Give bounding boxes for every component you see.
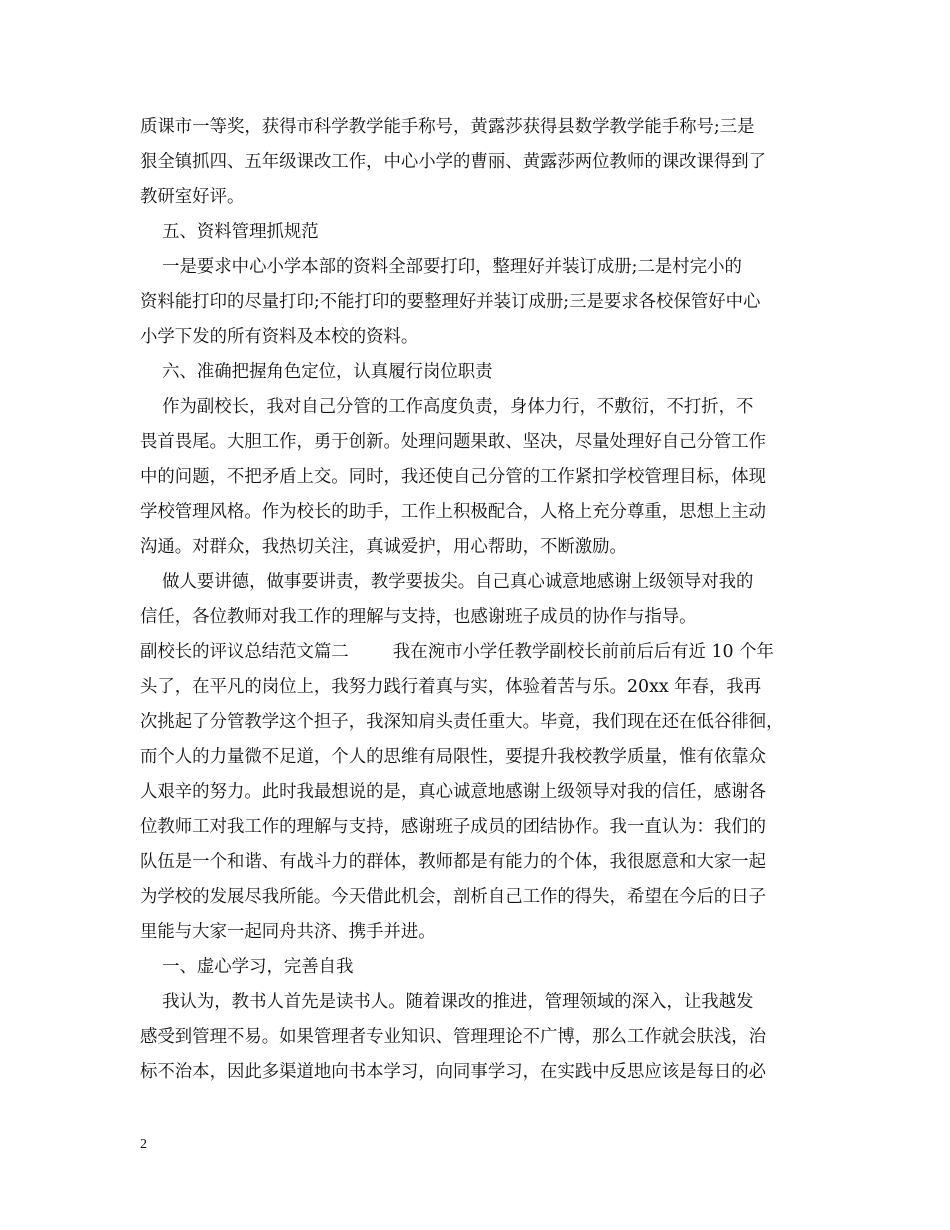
text-line: 位教师工对我工作的理解与支持，感谢班子成员的团结协作。我一直认为：我们的 <box>140 817 767 837</box>
section-heading: 一、虚心学习，完善自我 <box>140 957 354 977</box>
text-line: 学校管理风格。作为校长的助手，工作上积极配合，人格上充分尊重，思想上主动 <box>140 502 767 522</box>
text-line: 人艰辛的努力。此时我最想说的是，真心诚意地感谢上级领导对我的信任，感谢各 <box>140 782 767 802</box>
text-line: 头了，在平凡的岗位上，我努力践行着真与实，体验着苦与乐。20xx 年春，我再 <box>140 677 762 697</box>
text-line: 而个人的力量微不足道，个人的思维有局限性，要提升我校教学质量，惟有依靠众 <box>140 747 767 767</box>
text-line: 教研室好评。 <box>140 187 245 207</box>
article-title-line: 副校长的评议总结范文篇二 我在涴市小学任教学副校长前前后后有近 10 个年 <box>140 642 774 662</box>
text-line: 信任，各位教师对我工作的理解与支持，也感谢班子成员的协作与指导。 <box>140 607 697 627</box>
text-line: 感受到管理不易。如果管理者专业知识、管理理论不广博，那么工作就会肤浅，治 <box>140 1027 767 1047</box>
page-number: 2 <box>140 1137 147 1152</box>
text-line: 作为副校长，我对自己分管的工作高度负责，身体力行，不敷衍，不打折，不 <box>140 397 754 417</box>
text-line: 畏首畏尾。大胆工作，勇于创新。处理问题果敢、坚决，尽量处理好自己分管工作 <box>140 432 767 452</box>
text-line: 质课市一等奖，获得市科学教学能手称号，黄露莎获得县数学教学能手称号;三是 <box>140 117 755 137</box>
text-line: 里能与大家一起同舟共济、携手并进。 <box>140 922 436 942</box>
text-line: 资料能打印的尽量打印;不能打印的要整理好并装订成册;三是要求各校保管好中心 <box>140 292 761 312</box>
text-line: 狠全镇抓四、五年级课改工作，中心小学的曹丽、黄露莎两位教师的课改课得到了 <box>140 152 767 172</box>
text-line: 沟通。对群众，我热切关注，真诚爱护，用心帮助，不断激励。 <box>140 537 627 557</box>
section-heading: 六、准确把握角色定位，认真履行岗位职责 <box>140 362 493 382</box>
text-line: 做人要讲德，做事要讲责，教学要拔尖。自己真心诚意地感谢上级领导对我的 <box>140 572 754 592</box>
text-line: 中的问题，不把矛盾上交。同时，我还使自己分管的工作紧扣学校管理目标，体现 <box>140 467 767 487</box>
text-line: 为学校的发展尽我所能。今天借此机会，剖析自己工作的得失，希望在今后的日子 <box>140 887 767 907</box>
section-heading: 五、资料管理抓规范 <box>140 222 319 242</box>
body-text <box>140 110 820 1090</box>
text-line: 次挑起了分管教学这个担子，我深知肩头责任重大。毕竟，我们现在还在低谷徘徊， <box>140 712 784 732</box>
text-line: 我认为，教书人首先是读书人。随着课改的推进，管理领域的深入，让我越发 <box>140 992 754 1012</box>
text-line: 小学下发的所有资料及本校的资料。 <box>140 327 419 347</box>
text-line: 一是要求中心小学本部的资料全部要打印，整理好并装订成册;二是村完小的 <box>140 257 742 277</box>
text-line: 标不治本，因此多渠道地向书本学习，向同事学习，在实践中反思应该是每日的必 <box>140 1062 767 1082</box>
text-line: 队伍是一个和谐、有战斗力的群体，教师都是有能力的个体，我很愿意和大家一起 <box>140 852 767 872</box>
